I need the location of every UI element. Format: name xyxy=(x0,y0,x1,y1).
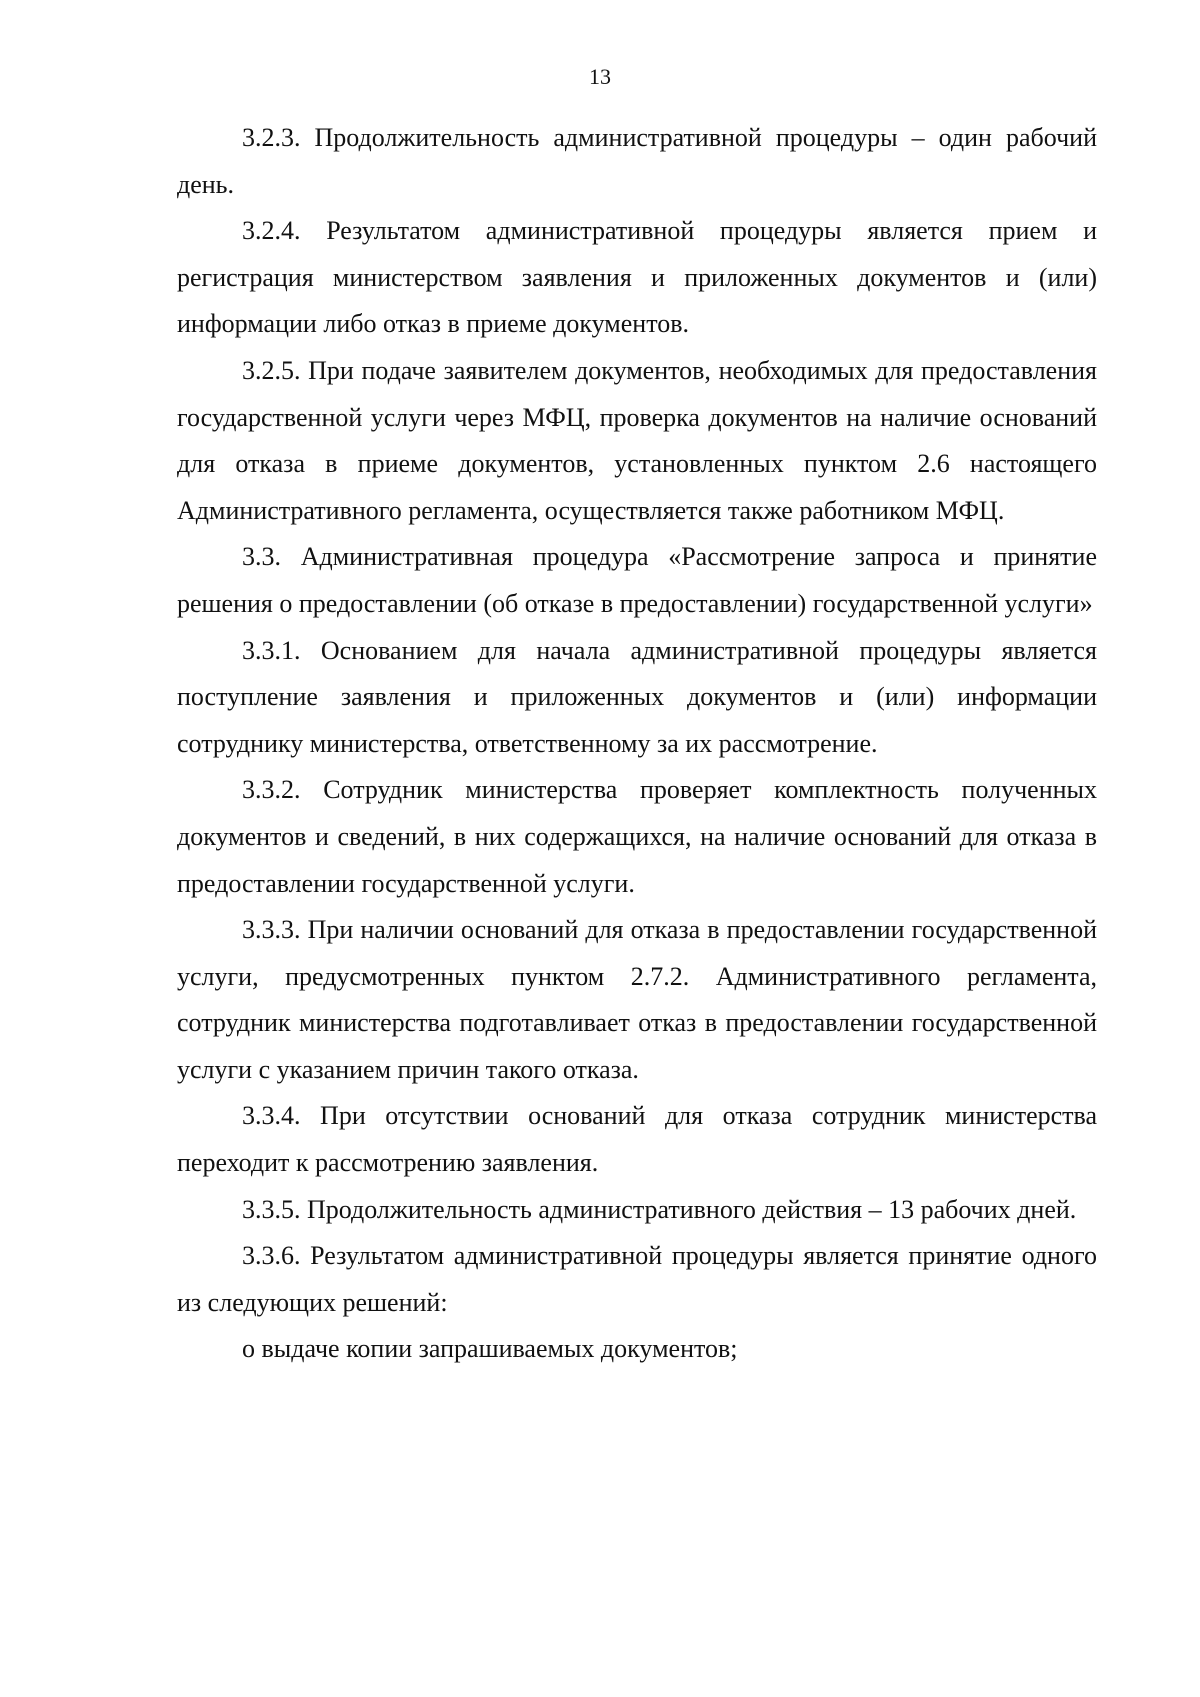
paragraph-3-3-5: 3.3.5. Продолжительность административного действия – 13 рабочих дней. xyxy=(242,1194,1077,1224)
paragraph-3-2-3: 3.2.3. Продолжительность административной процедуры – один рабочий день. xyxy=(177,123,1097,199)
paragraph-3-3: 3.3. Административная процедура «Рассмотрение запроса и принятие решения о предоставлении (об отказе в предоставлении) государственной услуги» xyxy=(177,542,1097,618)
paragraph-3-3-3: 3.3.3. При наличии оснований для отказа в предоставлении государственной услуги, предусмотренных пунктом 2.7.2. Административного регламента, сотрудник министерства подготавливает отказ в предоставлении государственной услуги с указанием причин такого отказа. xyxy=(177,915,1097,1084)
paragraph-decision-copy: о выдаче копии запрашиваемых документов; xyxy=(242,1334,738,1364)
paragraph-3-3-6: 3.3.6. Результатом административной процедуры является принятие одного из следующих решений: xyxy=(177,1241,1097,1317)
page-number: 13 xyxy=(589,64,611,89)
paragraph-3-2-5: 3.2.5. При подаче заявителем документов, необходимых для предоставления государственной услуги через МФЦ, проверка документов на наличие оснований для отказа в приеме документов, установленных пунктом 2.6 настоящего Административного регламента, осуществляется также работником МФЦ. xyxy=(177,355,1097,525)
paragraph-3-3-4: 3.3.4. При отсутствии оснований для отказа сотрудник министерства переходит к рассмотрению заявления. xyxy=(177,1101,1097,1178)
paragraph-3-3-2: 3.3.2. Сотрудник министерства проверяет комплектность полученных документов и сведений, в них содержащихся, на наличие оснований для отказа в предоставлении государственной услуги. xyxy=(177,775,1097,898)
paragraph-3-2-4: 3.2.4. Результатом административной процедуры является прием и регистрация министерством заявления и приложенных документов и (или) информации либо отказ в приеме документов. xyxy=(177,216,1097,339)
paragraph-3-3-1: 3.3.1. Основанием для начала административной процедуры является поступление заявления и приложенных документов и (или) информации сотруднику министерства, ответственному за их рассмотрение. xyxy=(177,635,1097,758)
document-body xyxy=(177,115,1097,1373)
